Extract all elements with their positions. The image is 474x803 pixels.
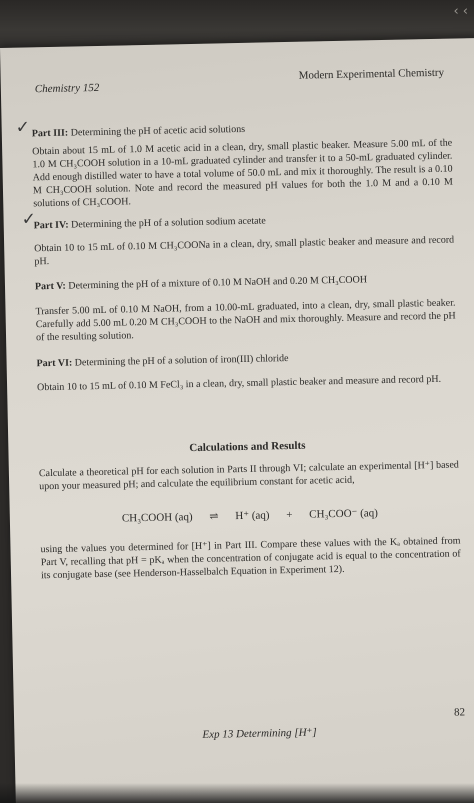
part-vi-body: Obtain 10 to 15 mL of 0.10 M FeCl₃ in a clean, dry, small plastic beaker and measure and record pH. <box>37 373 442 394</box>
part-v-body: Transfer 5.00 mL of 0.10 M NaOH, from a 10.00-mL graduated, into a clean, dry, small plastic beaker. Carefully add 5.00 mL 0.20 M CH₃COOH to the NaOH and mix thoroughly. Measure and record the pH of the resulting solution. <box>35 297 456 344</box>
calculations-heading: Calculations and Results <box>189 439 306 455</box>
header-book-title: Modern Experimental Chemistry <box>298 66 445 82</box>
equation-plus: + <box>286 508 293 522</box>
equilibrium-arrow-icon: ⇌ <box>209 510 219 523</box>
equation-reactant: CH₃COOH (aq) <box>121 511 193 525</box>
part-iii-body: Obtain about 15 mL of 1.0 M acetic acid in a clean, dry, small plastic beaker. Measure 5.00 mL of the 1.0 M CH₃COOH solution in a 10-mL graduated cylinder and transfer it to a 50-mL graduated cylinder. Add enough distilled water to have a total volume of 50.0 mL and mix it thoroughly. The result is a 0.10 M CH₃COOH solution. Note and record the measured pH values for both the 1.0 M and a 0.10 M solutions of CH₃COOH. <box>32 137 454 210</box>
checkmark-icon: ✓ <box>15 117 31 138</box>
page-number: 82 <box>453 706 466 719</box>
calculations-conclusion: using the values you determined for [H⁺] in Part III. Compare these values with the Kₐ obtained from Part V, recalling that pH = pKₐ when the concentration of conjugate acid is equal to the concentration of its conjugate base (see Henderson-Hasselbalch Equation in Experiment 12). <box>40 535 461 582</box>
part-vi-label: Part VI: <box>36 357 73 370</box>
checkmark-icon: ✓ <box>21 209 37 230</box>
document-page <box>0 38 474 803</box>
header-course: Chemistry 152 <box>34 81 100 96</box>
part-vi-title <box>36 349 456 371</box>
equation-product-h: H⁺ (aq) <box>235 509 270 523</box>
part-iii-title-text: Determining the pH of acetic acid solutions <box>70 123 246 139</box>
calculations-intro: Calculate a theoretical pH for each solution in Parts II through VI; calculate an experimental [H⁺] based upon your measured pH; and calculate the equilibrium constant for acetic acid, <box>38 459 459 493</box>
part-iv-body: Obtain 10 to 15 mL of 0.10 M CH₃COONa in a clean, dry, small plastic beaker and measure and record pH. <box>34 234 455 268</box>
part-iv-label: Part IV: <box>33 219 69 232</box>
bottom-shadow <box>0 783 474 803</box>
part-v-title <box>35 272 455 294</box>
footer-title: Exp 13 Determining [H⁺] <box>202 726 317 741</box>
part-iii-label: Part III: <box>31 127 69 140</box>
acetic-acid-equation <box>122 506 392 525</box>
part-iv-title <box>34 211 454 233</box>
equation-product-acetate: CH₃COO⁻ (aq) <box>309 507 378 521</box>
corner-mark: ‹ ‹ <box>453 4 468 19</box>
part-iv-title-text: Determining the pH of a solution sodium acetate <box>71 215 266 231</box>
part-vi-title-text: Determining the pH of a solution of iron(III) chloride <box>74 353 289 369</box>
part-v-title-text: Determining the pH of a mixture of 0.10 M NaOH and 0.20 M CH₃COOH <box>68 274 368 292</box>
part-v-label: Part V: <box>34 280 66 293</box>
